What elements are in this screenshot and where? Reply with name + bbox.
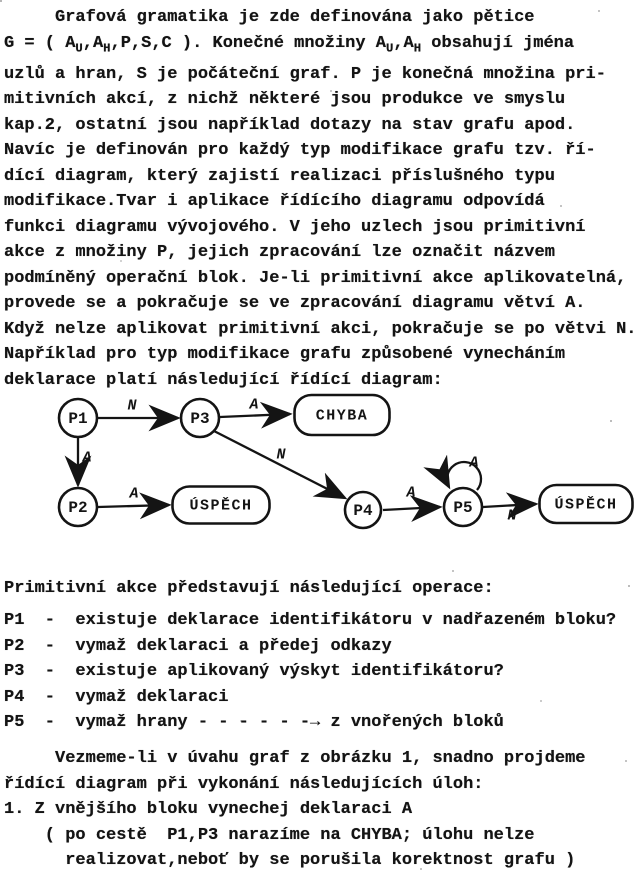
text-segment: ,A [393, 33, 414, 53]
text-segment: G = ( A [4, 33, 76, 53]
operation-item-p1: P1 - existuje deklarace identifikátoru v nadřazeném bloku? [4, 611, 617, 630]
operations-heading: Primitivní akce představují následující operace: [4, 579, 494, 598]
diagram-edge-P4-P5 [383, 507, 440, 510]
diagram-node-label-P2: P2 [68, 499, 88, 517]
operation-item-p4: P4 - vymaž deklaraci [4, 687, 229, 707]
closing-line-3: 1. Z vnějšího bloku vynechej deklaraci A [4, 800, 413, 819]
diagram-node-label-USPECH1: ÚSPĚCH [189, 497, 253, 515]
intro-line-1: Grafová gramatika je zde definována jako pětice [4, 8, 535, 27]
diagram-edge-label-P5-P5: A [469, 454, 479, 472]
diagram-node-P3 [181, 399, 219, 437]
intro-paragraph [4, 5, 636, 393]
diagram-edge-label-P4-P5: A [406, 484, 416, 502]
intro-line-5: kap.2, ostatní jsou například dotazy na stav grafu apod. [4, 115, 576, 135]
diagram-edge-label-P5-USPECH2: N [507, 507, 517, 525]
intro-line-8: modifikace.Tvar i aplikace řídícího diagramu odpovídá [4, 192, 545, 212]
diagram-node-label-CHYBA: CHYBA [315, 407, 369, 425]
text-segment: ,A [82, 33, 104, 53]
subscript: U [385, 41, 394, 56]
closing-line-5: realizovat,neboť by se porušila korektnost grafu ) [4, 851, 576, 870]
intro-line-13: Když nelze aplikovat primitivní akci, pokračuje se po větvi N. [4, 319, 637, 339]
operation-item-p2: P2 - vymaž deklaraci a předej odkazy [4, 636, 392, 656]
diagram-node-USPECH2 [540, 485, 633, 523]
diagram-node-label-P3: P3 [190, 410, 210, 428]
operation-item-p5: P5 - vymaž hrany - - - - - -→ z vnořených bloků [4, 713, 504, 732]
diagram-node-label-P1: P1 [68, 410, 88, 428]
diagram-node-P5 [444, 488, 482, 526]
intro-line-14: Například pro typ modifikace grafu způsobené vynecháním [4, 345, 566, 365]
diagram-edge-label-P3-P4: N [276, 446, 286, 464]
control-flow-diagram [0, 383, 638, 561]
diagram-edge-label-P1-P3: N [127, 397, 137, 415]
intro-line-9: funkci diagramu vývojového. V jeho uzlech jsou primitivní [4, 217, 586, 237]
intro-line-7: dící diagram, který zajistí realizaci příslušného typu [4, 166, 555, 186]
closing-line-2: řídící diagram při vykonání následujících úloh: [4, 774, 484, 794]
closing-line-4: ( po cestě P1,P3 narazíme na CHYBA; úlohu nelze [4, 825, 535, 845]
diagram-node-P1 [59, 399, 97, 437]
diagram-edge-P3-CHYBA [220, 414, 290, 417]
diagram-edge-P2-USPECH1 [98, 505, 169, 507]
closing-line-1: Vezmeme-li v úvahu graf z obrázku 1, snadno projdeme [4, 749, 586, 768]
diagram-edge-label-P2-USPECH1: A [129, 485, 139, 503]
diagram-node-label-USPECH2: ÚSPĚCH [554, 496, 618, 514]
diagram-node-label-P4: P4 [353, 502, 373, 520]
diagram-node-P4 [345, 492, 381, 528]
intro-line-4: mitivních akcí, z nichž některé jsou produkce ve smyslu [4, 90, 566, 110]
intro-line-3: uzlů a hran, S je počáteční graf. P je konečná množina pri- [4, 64, 606, 84]
closing-paragraph [4, 746, 636, 874]
scan-noise [0, 0, 2, 2]
diagram-node-label-P5: P5 [453, 499, 473, 517]
intro-line-6: Navíc je definován pro každý typ modifikace grafu tzv. ří- [4, 141, 596, 161]
text-segment: obsahují jména [421, 33, 575, 53]
intro-line-11: podmíněný operační blok. Je-li primitivní akce aplikovatelná, [4, 268, 627, 288]
operations-section [4, 576, 636, 736]
operation-item-p3: P3 - existuje aplikovaný výskyt identifikátoru? [4, 662, 504, 681]
diagram-edge-label-P1-P2: A [82, 449, 92, 467]
intro-formula-line [4, 31, 636, 62]
diagram-node-USPECH1 [173, 487, 270, 524]
subscript: H [413, 41, 422, 56]
intro-line-12: provede se a pokračuje se ve zpracování diagramu větví A. [4, 294, 586, 314]
subscript: H [103, 41, 111, 56]
intro-line-10: akce z množiny P, jejich zpracování lze označit názvem [4, 243, 555, 263]
diagram-node-P2 [59, 488, 97, 526]
text-segment: ,P,S,C ). Konečné množiny A [110, 33, 386, 53]
diagram-node-CHYBA [295, 395, 390, 435]
subscript: U [75, 41, 83, 56]
intro-line-15: deklarace platí následující řídící diagram: [4, 370, 443, 390]
diagram-edge-label-P3-CHYBA: A [249, 396, 259, 414]
